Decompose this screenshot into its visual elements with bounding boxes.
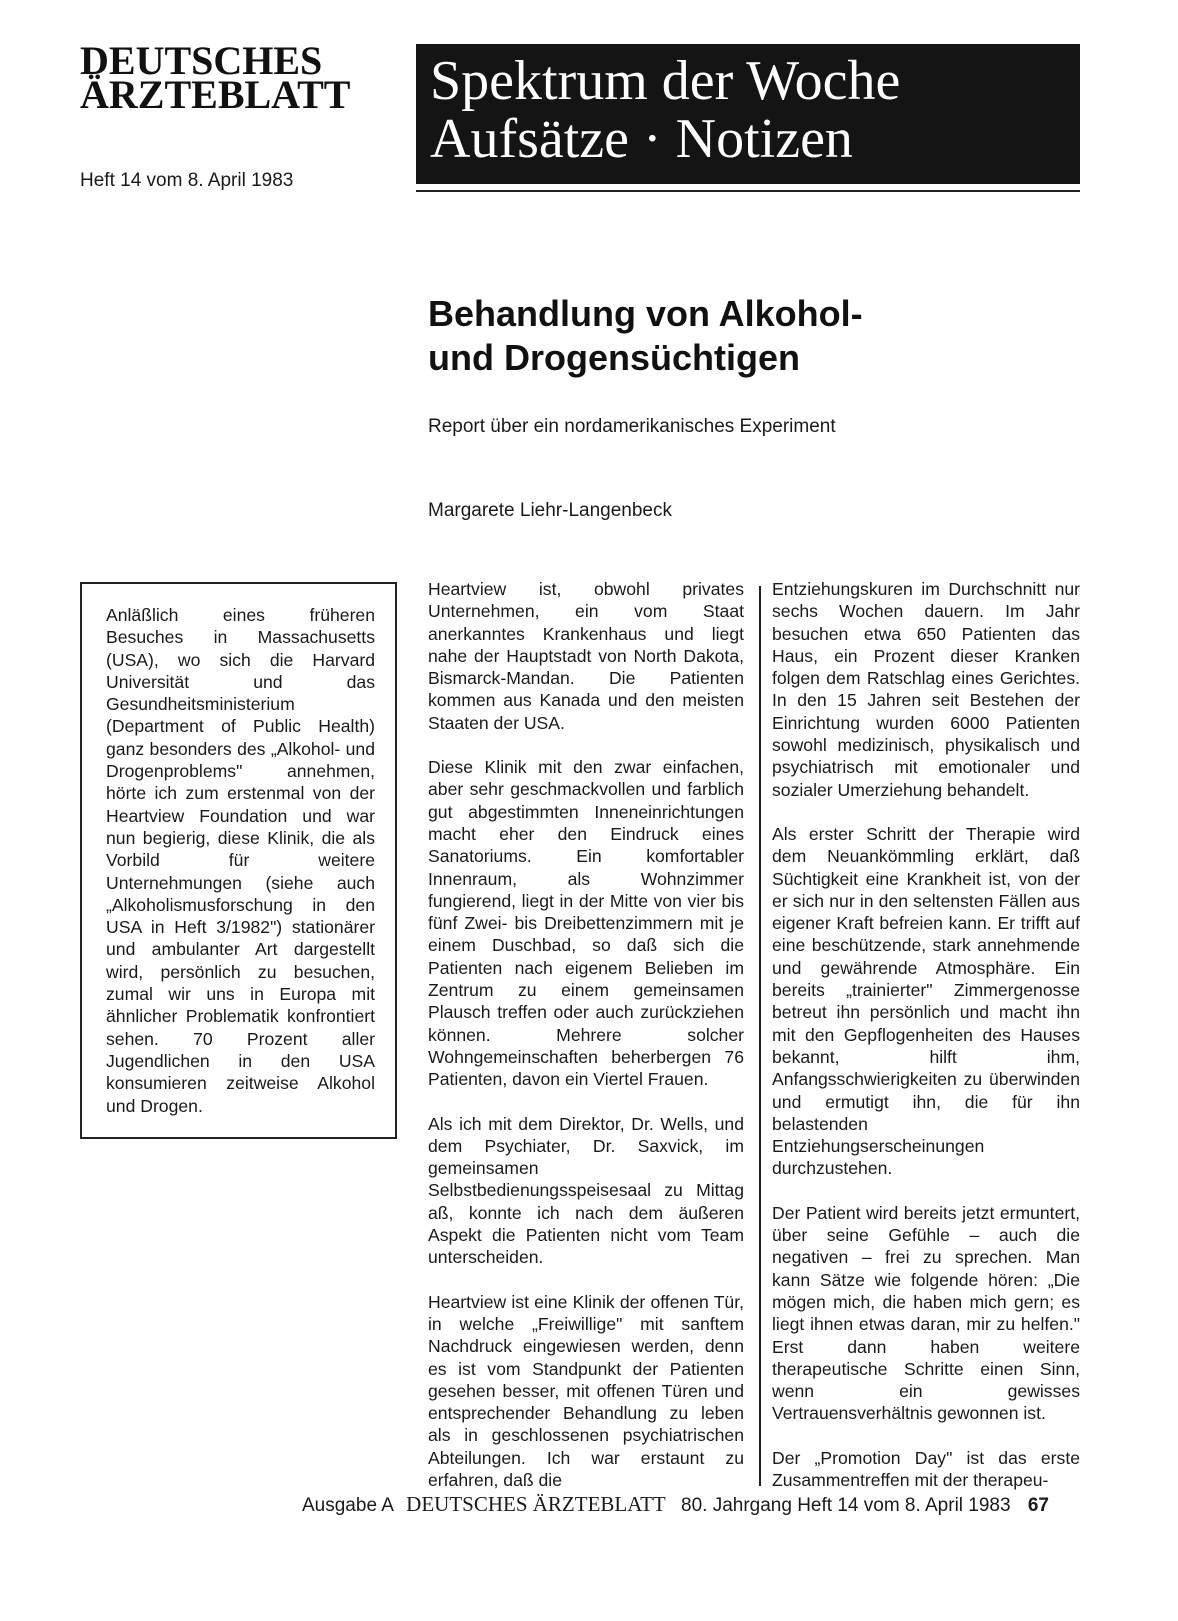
paragraph: Heartview ist, obwohl privates Unternehmen, ein vom Staat anerkanntes Krankenhaus und liegt nahe der Hauptstadt von North Dakota, Bismarck-Mandan. Die Patienten kommen aus Kanada und den meisten Staaten der USA. [428, 579, 744, 733]
section-banner [416, 44, 1080, 184]
article-author: Margarete Liehr-Langenbeck [428, 500, 672, 521]
header-rule [416, 190, 1080, 192]
paragraph: Heartview ist eine Klinik der offenen Tür, in welche „Freiwillige" mit sanftem Nachdruck eingewiesen werden, denn es ist vom Standpunkt der Patienten gesehen besser, mit offenen Türen und entsprechender Behandlung zu leben als in geschlossenen psychiatrischen Abteilungen. Ich war erstaunt zu erfahren, daß die [428, 1291, 744, 1490]
column-middle [428, 578, 744, 1513]
masthead-line-2: ÄRZTEBLATT [80, 72, 351, 117]
banner-line-2: Aufsätze · Notizen [430, 108, 853, 170]
paragraph: Entziehungskuren im Durchschnitt nur sechs Wochen dauern. Im Jahr besuchen etwa 650 Patienten das Haus, ein Prozent dieser Kranken folgen dem Ratschlag eines Gerichtes. In den 15 Jahren seit Bestehen der Einrichtung wurden 6000 Patienten sowohl medizinisch, physikalisch und psychiatrisch mit emotionaler und sozialer Umerziehung behandelt. [772, 579, 1080, 800]
footer-volume: 80. Jahrgang Heft 14 vom 8. April 1983 [681, 1495, 1011, 1516]
intro-box: Anläßlich eines früheren Besuches in Massachusetts (USA), wo sich die Harvard Universität und das Gesundheitsministerium (Department of Public Health) ganz besonders des „Alkohol- und Drogenproblems" annehmen, hörte ich zum erstenmal von der Heartview Foundation und war nun begierig, diese Klinik, die als Vorbild für weitere Unternehmungen (siehe auch „Alkoholismusforschung in den USA in Heft 3/1982") stationärer und ambulanter Art dargestellt wird, persönlich zu besuchen, zumal wir uns in Europa mit ähnlicher Problematik konfrontiert sehen. 70 Prozent aller Jugendlichen in den USA konsumieren zeitweise Alkohol und Drogen. [80, 582, 397, 1139]
paragraph: Der Patient wird bereits jetzt ermuntert, über seine Gefühle – auch die negativen – frei zu sprechen. Man kann Sätze wie folgende hören: „Die mögen mich, die haben mich gern; es liegt ihnen etwas daran, mir zu helfen." Erst dann haben weitere therapeutische Schritte einen Sinn, wenn ein gewisses Vertrauensverhältnis gewonnen ist. [772, 1202, 1080, 1424]
banner-line-1: Spektrum der Woche [430, 50, 901, 112]
paragraph: Diese Klinik mit den zwar einfachen, aber sehr geschmackvollen und farblich gut abgestimmten Inneneinrichtungen macht eher den Eindruck eines Sanatoriums. Ein komfortabler Innenraum, als Wohnzimmer fungierend, liegt in der Mitte von vier bis fünf Zwei- bis Dreibettenzimmern mit je einem Duschbad, so daß sich die Patienten nach eigenem Belieben im Zentrum zu einem gemeinsamen Plausch treffen oder auch zurückziehen können. Mehrere solcher Wohngemeinschaften beherbergen 76 Patienten, davon ein Viertel Frauen. [428, 757, 744, 1090]
footer-edition: Ausgabe A [302, 1495, 393, 1516]
column-right [772, 578, 1080, 1513]
page-number: 67 [1027, 1495, 1049, 1516]
issue-date: Heft 14 vom 8. April 1983 [80, 170, 294, 191]
masthead-line-1: DEUTSCHES [80, 38, 323, 83]
column-divider [759, 586, 761, 1486]
paragraph: Als erster Schritt der Therapie wird dem Neuankömmling erklärt, daß Süchtigkeit eine Krankheit ist, von der er sich nur in den seltensten Fällen aus eigener Kraft befreien kann. Er trifft auf eine beschützende, stark annehmende und gewährende Atmosphäre. Ein bereits „trainierter" Zimmergenosse betreut ihn persönlich und macht ihn mit den Gepflogenheiten des Hauses bekannt, hilft ihm, Anfangsschwierigkeiten zu überwinden und ermutigt ihn, die für ihn belastenden Entziehungserscheinungen durchzustehen. [772, 823, 1080, 1179]
article-title [428, 292, 1068, 380]
title-line-1: Behandlung von Alkohol- [428, 293, 863, 334]
footer-brand: DEUTSCHES ÄRZTEBLATT [406, 1492, 666, 1516]
article-subtitle: Report über ein nordamerikanisches Experiment [428, 416, 836, 437]
paragraph: Der „Promotion Day" ist das erste Zusammentreffen mit der therapeu- [772, 1447, 1080, 1490]
page-footer [302, 1492, 1049, 1517]
paragraph: Als ich mit dem Direktor, Dr. Wells, und dem Psychiater, Dr. Saxvick, im gemeinsamen Selbstbedienungsspeisesaal zu Mittag aß, konnte ich nach dem äußeren Aspekt die Patienten nicht vom Team unterscheiden. [428, 1113, 744, 1268]
title-line-2: und Drogensüchtigen [428, 337, 800, 378]
journal-masthead [80, 38, 351, 117]
